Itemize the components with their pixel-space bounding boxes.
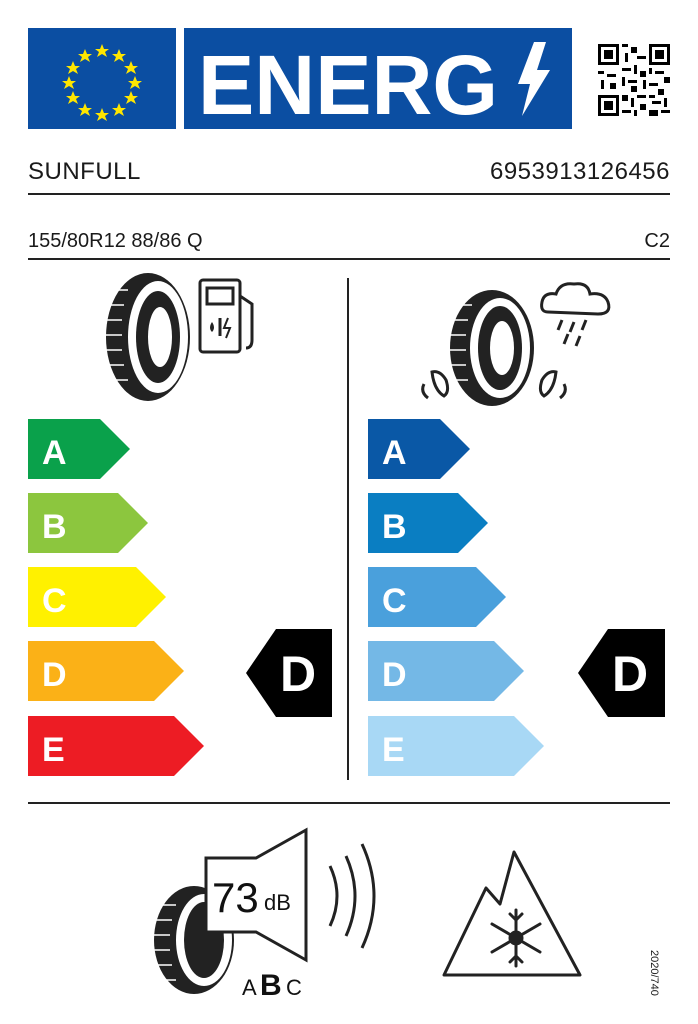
- wet-class-e-label: E: [382, 731, 405, 769]
- tyre-icon-fuel: [106, 273, 190, 401]
- fuel-class-bar: [28, 419, 130, 479]
- wet-rating-label: D: [612, 646, 649, 702]
- rain-icon: [558, 320, 586, 346]
- fuel-class-bar: [28, 641, 184, 701]
- fuel-efficiency-scale: [28, 419, 332, 776]
- cloud-icon: [542, 284, 609, 314]
- fuel-rating-marker: [246, 629, 332, 717]
- fuel-pump-icon: [200, 280, 252, 352]
- wet-class-bar: [368, 567, 506, 627]
- wet-class-b-label: B: [382, 508, 407, 546]
- fuel-class-bar: [28, 567, 166, 627]
- wet-class-bar: [368, 716, 544, 776]
- wet-class-bar: [368, 641, 524, 701]
- wet-class-c-label: C: [382, 582, 407, 620]
- fuel-class-d-label: D: [42, 656, 67, 694]
- wet-rating-marker: [578, 629, 665, 717]
- wet-class-bar: [368, 493, 488, 553]
- splash-right-icon: [540, 372, 565, 398]
- snow-grip-icon: [444, 852, 580, 975]
- supplier-name: SUNFULL: [28, 158, 141, 185]
- noise-class-a: A: [242, 975, 257, 1000]
- fuel-class-bar: [28, 716, 204, 776]
- wet-grip-scale: [368, 419, 665, 776]
- regulation-number: 2020/740: [648, 950, 660, 996]
- energy-word-text: ENERG: [198, 38, 498, 129]
- noise-section: [154, 830, 374, 1002]
- noise-value: 73: [212, 874, 259, 921]
- noise-class-b: B: [260, 969, 282, 1002]
- sound-waves-icon: [330, 844, 374, 948]
- tyre-size-designation: 155/80R12 88/86 Q: [28, 230, 203, 252]
- fuel-rating-label: D: [280, 646, 317, 702]
- noise-unit: dB: [264, 890, 291, 915]
- fuel-class-b-label: B: [42, 508, 67, 546]
- wet-class-bar: [368, 419, 470, 479]
- fuel-class-c-label: C: [42, 582, 67, 620]
- fuel-class-bar: [28, 493, 148, 553]
- tyre-class: C2: [644, 230, 670, 252]
- ean-code: 6953913126456: [489, 158, 670, 185]
- wet-grip-icon: [423, 284, 609, 406]
- noise-class-c: C: [286, 975, 302, 1000]
- fuel-class-e-label: E: [42, 731, 65, 769]
- fuel-efficiency-icon: [106, 273, 252, 401]
- wet-class-a-label: A: [382, 434, 407, 472]
- tyre-icon-wet: [450, 290, 534, 406]
- wet-class-d-label: D: [382, 656, 407, 694]
- splash-left-icon: [423, 372, 448, 398]
- fuel-class-a-label: A: [42, 434, 67, 472]
